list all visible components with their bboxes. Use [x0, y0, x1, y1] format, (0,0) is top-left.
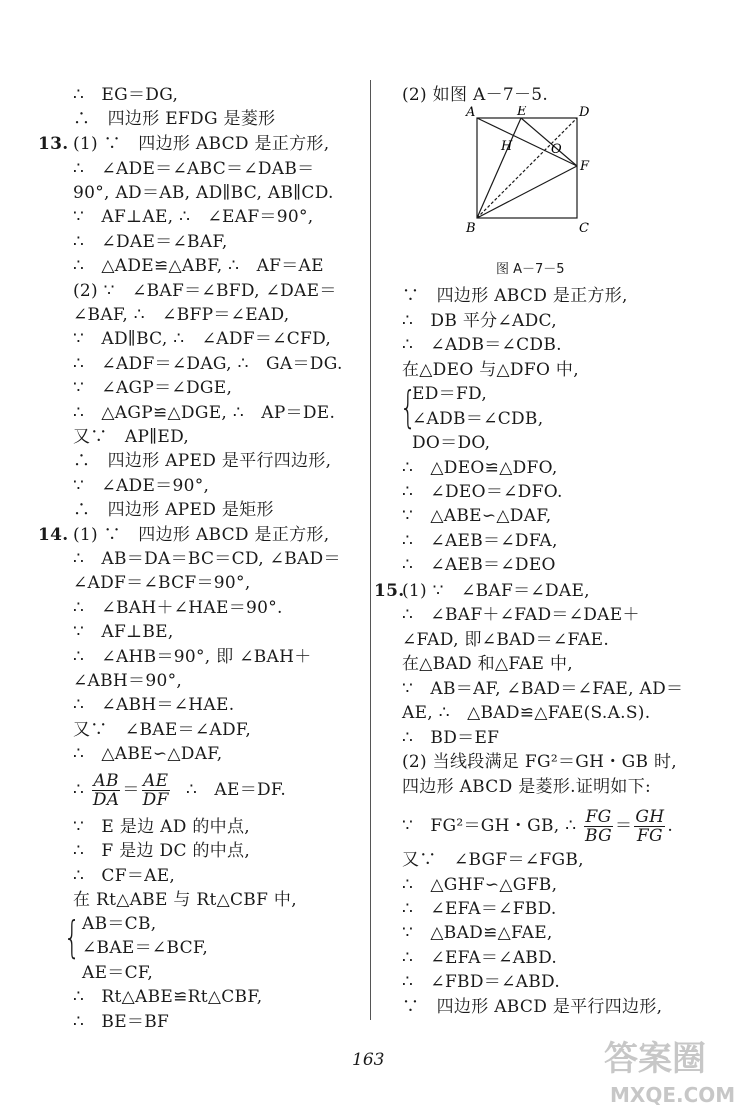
text-line: ∴ AE＝DF. [186, 780, 287, 800]
text-line: (1) ∵ 四边形 ABCD 是正方形, [73, 525, 330, 545]
text-line: ∴ CF＝AE, [73, 866, 176, 886]
fraction-numerator: FG [585, 807, 612, 827]
label-o: O [551, 142, 562, 157]
label-h: H [501, 139, 513, 154]
geometry-figure [463, 106, 593, 244]
left-brace: { [63, 912, 81, 963]
text-line: ∴ F 是边 DC 的中点, [73, 841, 251, 861]
label-b: B [466, 221, 476, 236]
text-line: ∴ ∠BAF＋∠FAD＝∠DAE＋ [402, 605, 640, 625]
segment-ef [521, 118, 577, 166]
problem-number: 14. [38, 525, 69, 545]
text-line: ∵ AF⊥AE, ∴ ∠EAF＝90°, [73, 207, 314, 227]
text-line: ∵ ∠AGP＝∠DGE, [73, 378, 233, 398]
page-number: 163 [352, 1050, 385, 1070]
text-line: ∴ ∠EFA＝∠ABD. [402, 948, 558, 968]
fraction-numerator: GH [635, 807, 665, 827]
label-f: F [580, 159, 590, 174]
text-line: ED＝FD, [412, 384, 488, 404]
therefore-symbol: ∴ [73, 780, 85, 800]
fraction [92, 772, 121, 809]
text-line: ∴ 四边形 APED 是平行四边形, [73, 451, 332, 471]
text-line: ∴ △GHF∽△GFB, [402, 875, 558, 895]
segment-bd [477, 118, 577, 218]
text-line: ∴ Rt△ABE≌Rt△CBF, [73, 987, 263, 1007]
text-line: ∴ ∠EFA＝∠FBD. [402, 899, 557, 919]
label-d: D [579, 106, 590, 120]
text-line: 90°, AD＝AB, AD∥BC, AB∥CD. [73, 183, 334, 203]
text-line: 在△DEO 与△DFO 中, [402, 360, 579, 380]
fraction-denominator: BG [585, 826, 613, 846]
text-line: ∴ DB 平分∠ADC, [402, 311, 557, 331]
text-line: ∴ ∠DEO＝∠DFO. [402, 482, 563, 502]
text-line: 四边形 ABCD 是菱形.证明如下: [402, 777, 652, 797]
fraction [142, 772, 170, 809]
text-line: ∴ ∠ADE＝∠ABC＝∠DAB＝ [73, 159, 315, 179]
text-line: ∴ △ABE∽△DAF, [73, 744, 223, 764]
label-a: A [466, 106, 476, 120]
fraction [634, 808, 665, 845]
because-text: ∵ FG²＝GH・GB, ∴ [402, 816, 577, 836]
fraction [584, 808, 613, 845]
period: . [667, 816, 674, 836]
text-line: (1) ∵ 四边形 ABCD 是正方形, [73, 134, 330, 154]
segment-bf [477, 166, 577, 218]
text-line: ∴ 四边形 EFDG 是菱形 [73, 109, 276, 129]
text-line: ∴ BD＝EF [402, 728, 500, 748]
text-line: AB＝CB, [82, 914, 157, 934]
problem-number: 15. [374, 581, 405, 601]
text-line: ∴ △DEO≌△DFO, [402, 458, 558, 478]
fraction-numerator: AB [93, 771, 119, 791]
text-line: AE＝CF, [82, 963, 154, 983]
text-line: 又∵ ∠BAE＝∠ADF, [73, 720, 252, 740]
text-line: (2) 如图 A－7－5. [402, 85, 549, 105]
text-line: (2) 当线段满足 FG²＝GH・GB 时, [402, 752, 677, 772]
text-line: ∴ ∠ADB＝∠CDB. [402, 335, 562, 355]
text-line: ∠ADB＝∠CDB, [412, 409, 544, 429]
fraction-denominator: DF [142, 790, 169, 810]
text-line: ∴ 四边形 APED 是矩形 [73, 500, 274, 520]
watermark-logo [600, 1030, 746, 1108]
text-line: ∠ABH＝90°, [73, 671, 183, 691]
text-line: ∵ AB＝AF, ∠BAD＝∠FAE, AD＝ [402, 679, 684, 699]
text-line: ∴ △AGP≌△DGE, ∴ AP＝DE. [73, 403, 336, 423]
text-line: ∵ AD∥BC, ∴ ∠ADF＝∠CFD, [73, 329, 332, 349]
column-divider [370, 80, 371, 1020]
text-line: 在 Rt△ABE 与 Rt△CBF 中, [73, 890, 297, 910]
text-line: 在△BAD 和△FAE 中, [402, 654, 573, 674]
text-line: ∴ ∠DAE＝∠BAF, [73, 232, 228, 252]
text-line: ∴ AB＝DA＝BC＝CD, ∠BAD＝ [73, 549, 341, 569]
text-line: ∠BAF, ∴ ∠BFP＝∠EAD, [73, 305, 290, 325]
fraction-line [402, 806, 673, 846]
text-line: ∵ △BAD≌△FAE, [402, 923, 553, 943]
fraction-numerator: AE [143, 771, 169, 791]
text-line: ∴ ∠BAH＋∠HAE＝90°. [73, 598, 283, 618]
text-line: (2) ∵ ∠BAF＝∠BFD, ∠DAE＝ [73, 281, 337, 301]
text-line: ∵ E 是边 AD 的中点, [73, 817, 250, 837]
segment-be [477, 118, 521, 218]
text-line: ∴ ∠FBD＝∠ABD. [402, 972, 561, 992]
text-line: 又∵ ∠BGF＝∠FGB, [402, 850, 584, 870]
fraction-line [73, 770, 172, 810]
text-line: ∴ BE＝BF [73, 1012, 170, 1032]
text-line: ∴ ∠ABH＝∠HAE. [73, 695, 235, 715]
text-line: ∵ ∠ADE＝90°, [73, 476, 210, 496]
label-c: C [579, 221, 589, 236]
text-line: ∠BAE＝∠BCF, [82, 938, 209, 958]
equals-sign: ＝ [615, 816, 633, 836]
text-line: ∠ADF＝∠BCF＝90°, [73, 573, 251, 593]
text-line: ∴ ∠AHB＝90°, 即 ∠BAH＋ [73, 647, 312, 667]
text-line: DO＝DO, [412, 433, 491, 453]
text-line: ∵ 四边形 ABCD 是正方形, [402, 286, 628, 306]
text-line: 又∵ AP∥ED, [73, 427, 190, 447]
text-line: AE, ∴ △BAD≌△FAE(S.A.S). [402, 703, 651, 723]
text-line: ∴ ∠AEB＝∠DEO [402, 555, 556, 575]
text-line: ∵ △ABE∽△DAF, [402, 506, 552, 526]
fraction-denominator: FG [636, 826, 663, 846]
text-line: ∴ ∠ADF＝∠DAG, ∴ GA＝DG. [73, 354, 343, 374]
text-line: ∴ ∠AEB＝∠DFA, [402, 531, 558, 551]
text-line: (1) ∵ ∠BAF＝∠DAE, [402, 581, 590, 601]
text-line: ∴ △ADE≌△ABF, ∴ AF＝AE [73, 256, 324, 276]
figure-caption: 图 A－7－5 [496, 262, 565, 277]
fraction-denominator: DA [92, 790, 120, 810]
text-line: ∠FAD, 即∠BAD＝∠FAE. [402, 630, 610, 650]
label-e: E [517, 106, 527, 119]
watermark-top: 答案圈 [604, 1039, 706, 1079]
segment-af [477, 118, 577, 166]
watermark-bottom: MXQE.COM [610, 1083, 736, 1107]
text-line: ∴ EG＝DG, [73, 85, 179, 105]
problem-number: 13. [38, 134, 69, 154]
left-brace: { [399, 382, 417, 433]
text-line: ∵ AF⊥BE, [73, 622, 174, 642]
equals-sign: ＝ [122, 780, 140, 800]
text-line: ∵ 四边形 ABCD 是平行四边形, [402, 997, 663, 1017]
